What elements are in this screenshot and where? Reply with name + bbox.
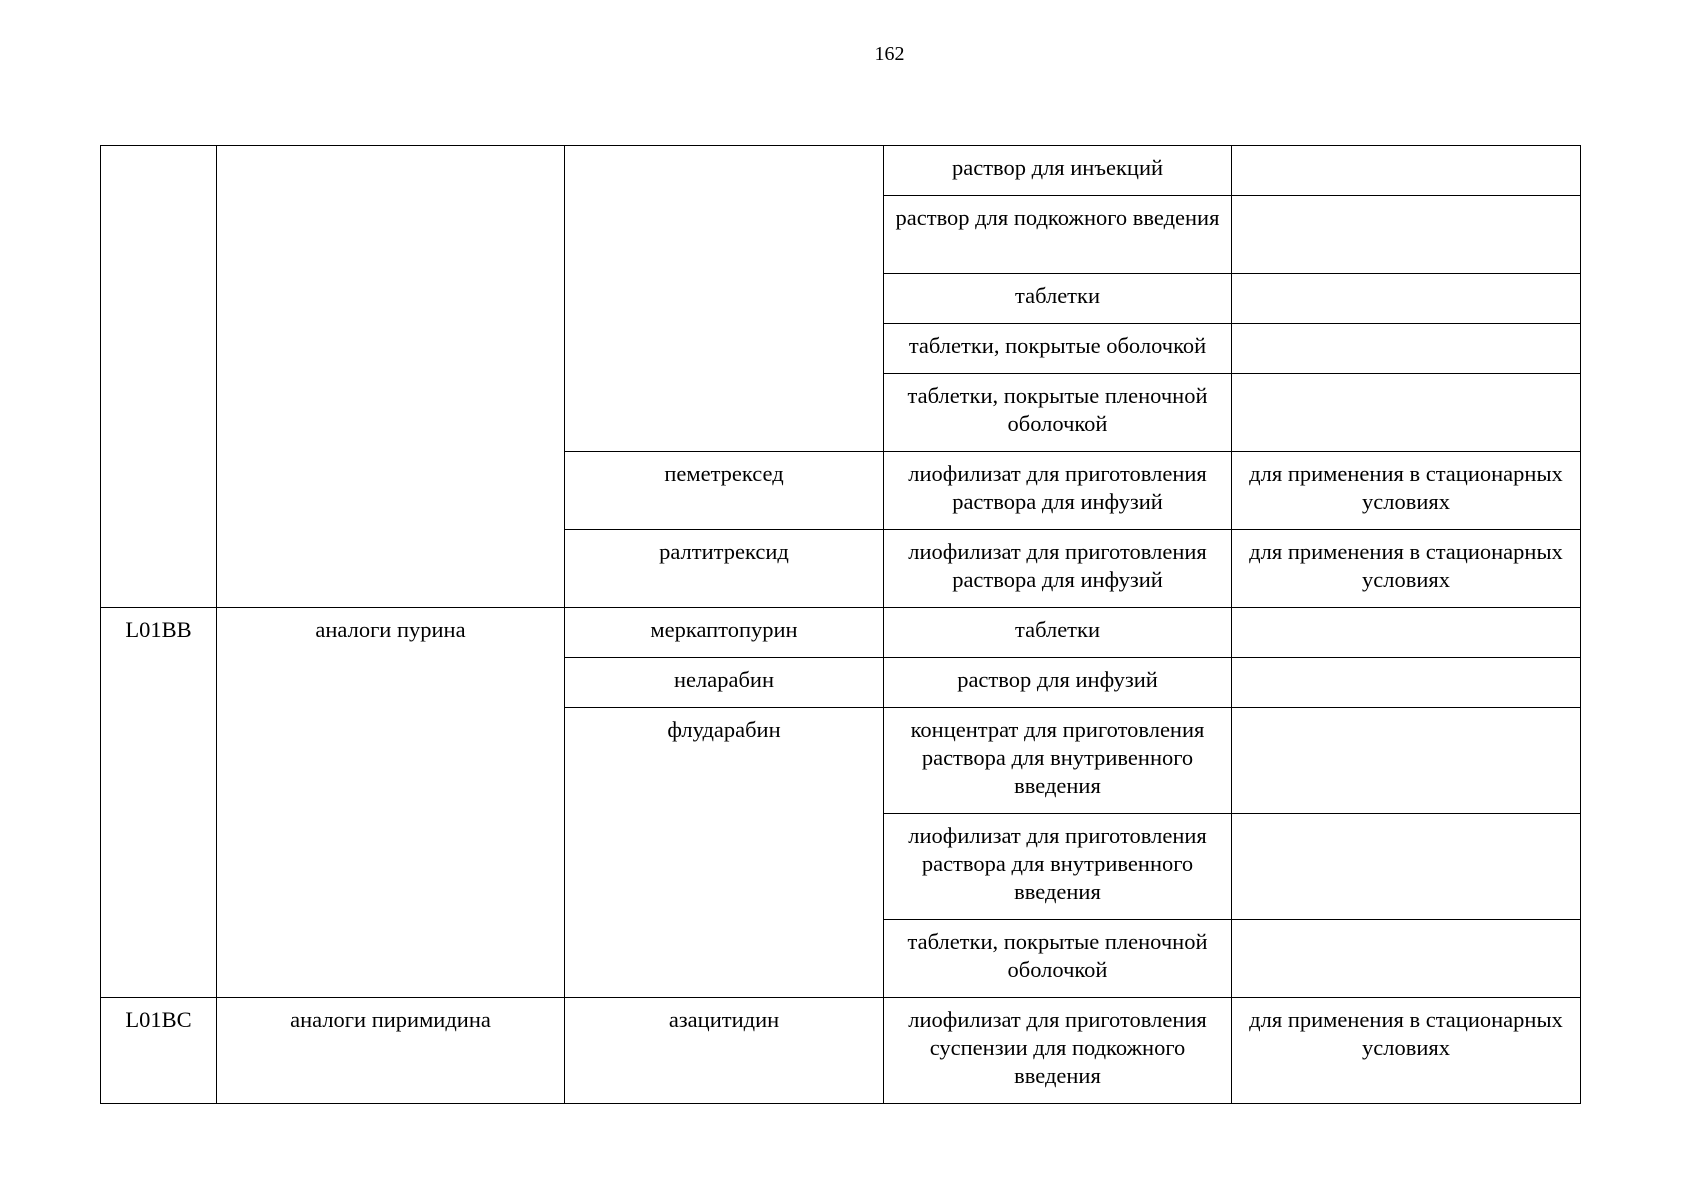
dosage-form-cell: раствор для инъекций [884,146,1232,196]
dosage-form-cell: таблетки, покрытые пленочной оболочкой [884,920,1232,998]
dosage-form-cell: концентрат для приготовления раствора для внутривенного введения [884,708,1232,814]
dosage-form-cell: лиофилизат для приготовления суспензии для подкожного введения [884,998,1232,1104]
note-cell [1232,920,1581,998]
code-cell: L01BC [101,998,217,1104]
group-cell [217,146,565,608]
dosage-form-cell: раствор для инфузий [884,658,1232,708]
dosage-form-cell: лиофилизат для приготовления раствора для внутривенного введения [884,814,1232,920]
substance-cell: ралтитрексид [565,530,884,608]
substance-cell [565,146,884,452]
note-cell [1232,146,1581,196]
substance-cell: меркаптопурин [565,608,884,658]
note-cell [1232,324,1581,374]
table-row [101,146,1581,196]
note-cell: для применения в стационарных условиях [1232,998,1581,1104]
dosage-form-cell: раствор для подкожного введения [884,196,1232,274]
group-cell: аналоги пурина [217,608,565,998]
table-row [101,998,1581,1104]
substance-cell: неларабин [565,658,884,708]
note-cell [1232,608,1581,658]
dosage-form-cell: таблетки [884,608,1232,658]
table-row [101,608,1581,658]
note-cell: для применения в стационарных условиях [1232,452,1581,530]
page-number: 162 [874,43,905,65]
dosage-form-cell: таблетки [884,274,1232,324]
note-cell [1232,658,1581,708]
dosage-form-cell: таблетки, покрытые пленочной оболочкой [884,374,1232,452]
substance-cell: азацитидин [565,998,884,1104]
note-cell [1232,708,1581,814]
dosage-form-cell: таблетки, покрытые оболочкой [884,324,1232,374]
dosage-form-cell: лиофилизат для приготовления раствора для инфузий [884,452,1232,530]
note-cell [1232,274,1581,324]
substance-cell: пеметрексед [565,452,884,530]
dosage-form-cell: лиофилизат для приготовления раствора для инфузий [884,530,1232,608]
substance-cell: флударабин [565,708,884,998]
note-cell [1232,374,1581,452]
note-cell [1232,814,1581,920]
group-cell: аналоги пиримидина [217,998,565,1104]
drug-table [100,145,1581,1104]
note-cell: для применения в стационарных условиях [1232,530,1581,608]
code-cell: L01BB [101,608,217,998]
code-cell [101,146,217,608]
note-cell [1232,196,1581,274]
